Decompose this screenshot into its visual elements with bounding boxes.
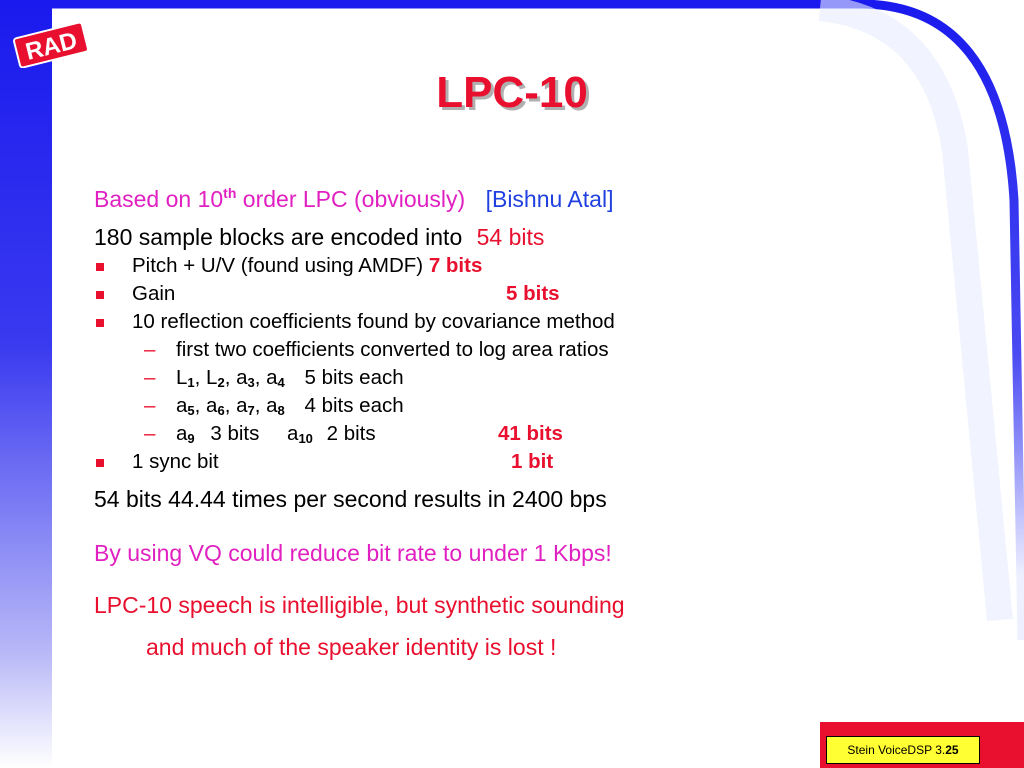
reflection-text: 10 reflection coefficients found by covariance method xyxy=(132,310,615,333)
coef-l: L xyxy=(206,366,218,389)
coef-a: a xyxy=(266,394,278,417)
blocks-text: 180 sample blocks are encoded into xyxy=(94,224,463,250)
coef-sep: , xyxy=(254,366,267,389)
coef-sub: 5 xyxy=(187,403,195,418)
sub-a9-a10 xyxy=(94,420,854,448)
quality-line-2: and much of the speaker identity is lost ! xyxy=(146,634,557,660)
coef-sub: 9 xyxy=(187,431,195,446)
sub-log-area xyxy=(94,336,854,364)
coef-sub: 6 xyxy=(217,403,225,418)
log-area-text: first two coefficients converted to log area ratios xyxy=(176,338,609,361)
footer-text: Stein VoiceDSP 3. xyxy=(847,743,946,757)
coef-sub: 2 xyxy=(217,375,225,390)
rad-logo xyxy=(10,22,92,68)
dash-marker: – xyxy=(144,338,156,361)
quality-line-1: LPC-10 speech is intelligible, but synthetic sounding xyxy=(94,592,625,618)
coef-sep: , xyxy=(224,394,237,417)
coef-sub: 3 xyxy=(247,375,255,390)
sync-text: 1 sync bit xyxy=(132,450,219,473)
blocks-line xyxy=(94,222,854,252)
footer-page-number: 25 xyxy=(945,743,959,757)
coef-sep: , xyxy=(194,366,207,389)
coef-a: a xyxy=(287,422,299,445)
bullet-gain xyxy=(94,280,854,308)
slide-title: LPC-10 xyxy=(436,68,588,117)
coef-a: a xyxy=(176,422,188,445)
coef-sub: 8 xyxy=(277,403,285,418)
gain-bits: 5 bits xyxy=(506,282,560,305)
reference-bishnu-atal: [Bishnu Atal] xyxy=(485,186,614,212)
coef-sub: 10 xyxy=(298,431,313,446)
bullet-sync xyxy=(94,448,854,476)
footer-label xyxy=(826,736,980,764)
coef-a: a xyxy=(236,366,248,389)
bullet-square-icon xyxy=(96,263,104,271)
rate-line: 54 bits 44.44 times per second results in 2400 bps xyxy=(94,486,607,512)
coef-a: a xyxy=(206,394,218,417)
coef-desc: 3 bits xyxy=(210,422,260,445)
coef-sep: , xyxy=(254,394,267,417)
blocks-bits: 54 bits xyxy=(476,224,545,250)
pitch-bits: 7 bits xyxy=(428,254,483,277)
coef-sub: 1 xyxy=(187,375,195,390)
coef-a: a xyxy=(176,394,188,417)
coef-sep: , xyxy=(194,394,207,417)
intro-text-a: Based on 10 xyxy=(94,186,224,212)
coef-total-bits: 41 bits xyxy=(498,422,563,445)
coef-desc: 4 bits each xyxy=(304,394,404,417)
slide-body xyxy=(94,184,854,662)
vq-line: By using VQ could reduce bit rate to under 1 Kbps! xyxy=(94,540,612,566)
intro-line xyxy=(94,184,854,214)
sub-l1-a4 xyxy=(94,364,854,392)
sync-bits: 1 bit xyxy=(511,450,554,473)
bullet-pitch xyxy=(94,252,854,280)
coef-a: a xyxy=(236,394,248,417)
dash-marker: – xyxy=(144,366,156,389)
coef-sep: , xyxy=(224,366,237,389)
intro-text-b: order LPC (obviously) xyxy=(236,186,466,212)
coef-desc: 5 bits each xyxy=(304,366,404,389)
coef-a: a xyxy=(266,366,278,389)
coef-sub: 4 xyxy=(277,375,285,390)
svg-text:RAD: RAD xyxy=(22,27,80,66)
dash-marker: – xyxy=(144,394,156,417)
bullet-reflection xyxy=(94,308,854,336)
coef-sub: 7 xyxy=(247,403,255,418)
pitch-text: Pitch + U/V (found using AMDF) xyxy=(132,254,424,277)
coef-desc: 2 bits xyxy=(326,422,376,445)
bullet-square-icon xyxy=(96,459,104,467)
gain-text: Gain xyxy=(132,282,176,305)
bullet-square-icon xyxy=(96,291,104,299)
coef-l: L xyxy=(176,366,188,389)
bullet-square-icon xyxy=(96,319,104,327)
sub-a5-a8 xyxy=(94,392,854,420)
dash-marker: – xyxy=(144,422,156,445)
intro-superscript: th xyxy=(223,185,237,201)
